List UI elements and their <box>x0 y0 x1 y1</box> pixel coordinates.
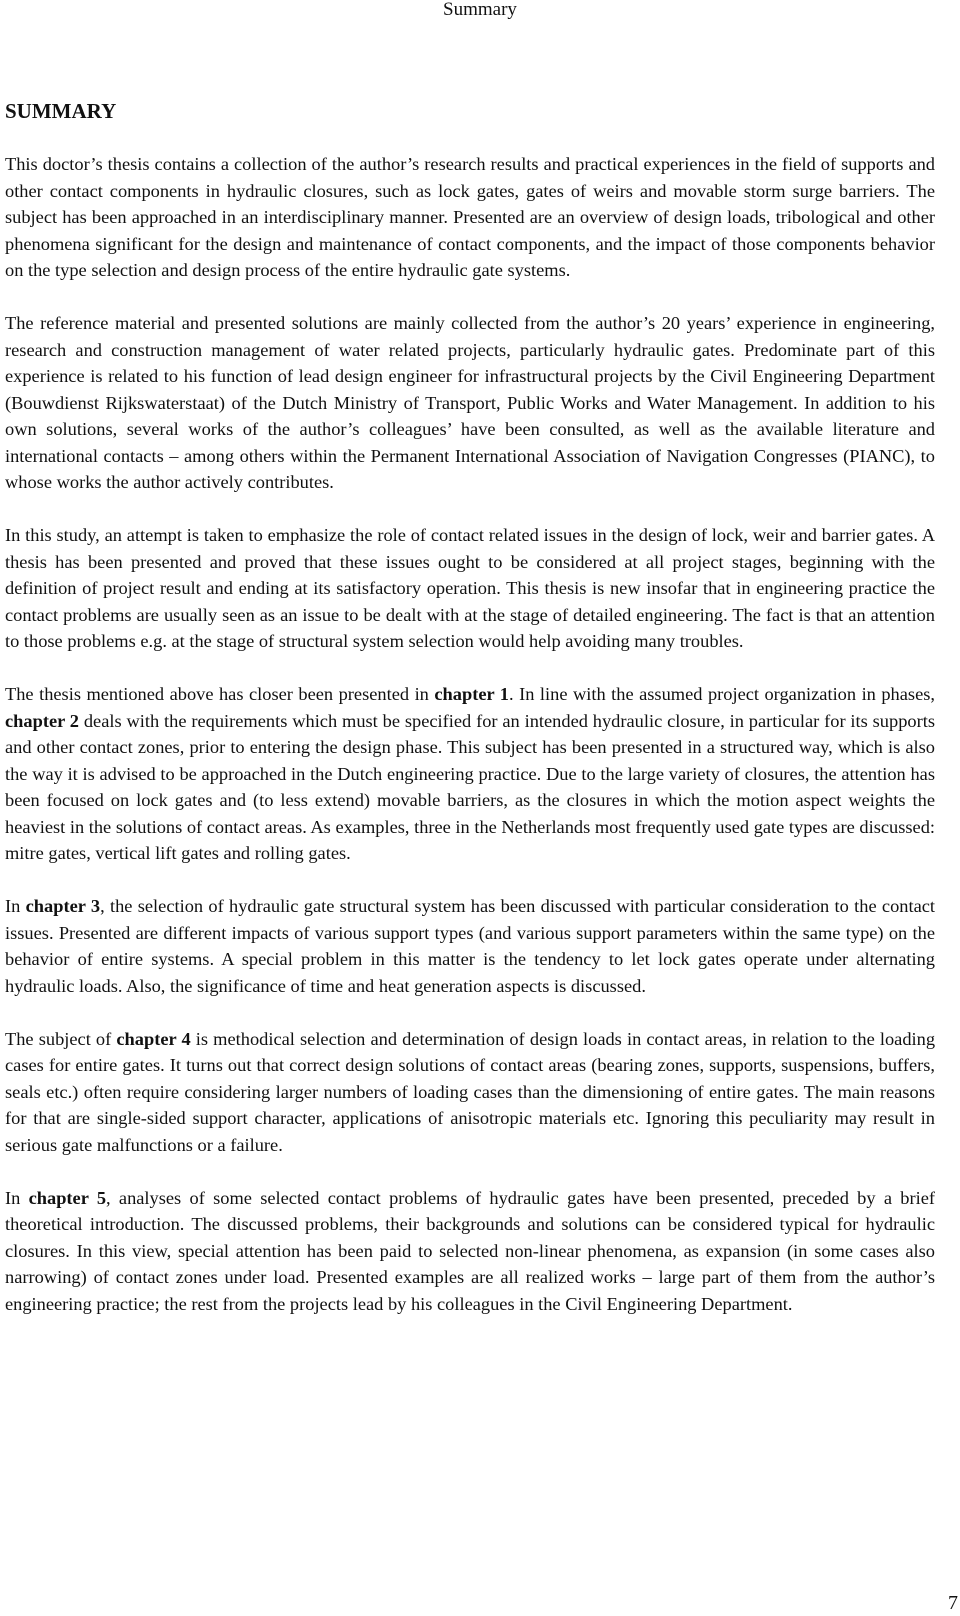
page-title: SUMMARY <box>5 99 117 123</box>
paragraph-4-text-c: deals with the requirements which must be specified for an intended hydraulic closure, in particular for its supports and other contact zones, prior to entering the design phase. This subject has been presented in a structured way, which is also the way it is advised to be approached in the Dutch engineering practice. Due to the large variety of closures, the attention has been focused on lock gates and (to less extend) movable barriers, as the closures in which the motion aspect weights the heaviest in the solutions of contact areas. As examples, three in the Netherlands most frequently used gate types are discussed: mitre gates, vertical lift gates and rolling gates. <box>5 710 935 863</box>
chapter-1-reference: chapter 1 <box>434 684 509 704</box>
paragraph-2-text: The reference material and presented solutions are mainly collected from the author’s 20 years’ experience in engineering, research and construction management of water related projects, particularly hydraulic gates. Predominate part of this experience is related to his function of lead design engineer for infrastructural projects by the Civil Engineering Department (Bouwdienst Rijkswaterstaat) of the Dutch Ministry of Transport, Public Works and Water Management. In addition to his own solutions, several works of the author’s colleagues’ have been consulted, as well as the available literature and international contacts – among others within the Permanent International Association of Navigation Congresses (PIANC), to whose works the author actively contributes. <box>5 313 935 492</box>
paragraph-6-text-a: The subject of <box>5 1028 117 1049</box>
paragraph-5-text-a: In <box>5 896 26 916</box>
chapter-5-reference: chapter 5 <box>28 1187 107 1208</box>
page-number: 7 <box>948 1592 958 1614</box>
paragraph-3 <box>5 522 935 655</box>
paragraph-1-text: This doctor’s thesis contains a collection of the author’s research results and practical experiences in the field of supports and other contact components in hydraulic closures, such as lock gates, gates of weirs and movable storm surge barriers. The subject has been approached in an interdisciplinary manner. Presented are an overview of design loads, tribological and other phenomena significant for the design and maintenance of contact components, and the impact of those components behavior on the type selection and design process of the entire hydraulic gate systems. <box>5 154 935 280</box>
paragraph-4-text-b: . In line with the assumed project organization in phases, <box>509 684 935 704</box>
paragraph-3-text: In this study, an attempt is taken to emphasize the role of contact related issues in the design of lock, weir and barrier gates. A thesis has been presented and proved that these issues ought to be considered at all project stages, beginning with the definition of project result and ending at its satisfactory operation. This thesis is new insofar that in engineering practice the contact problems are usually seen as an issue to be dealt with at the stage of detailed engineering. The fact is that an attention to those problems e.g. at the stage of structural system selection would help avoiding many troubles. <box>5 525 935 651</box>
running-header: Summary <box>443 0 517 20</box>
paragraph-5-text-b: , the selection of hydraulic gate structural system has been discussed with particular consideration to the contact issues. Presented are different impacts of various support types (and various support parameters within the same type) on the behavior of entire systems. A special problem in this matter is the tendency to let lock gates operate under alternating hydraulic loads. Also, the significance of time and heat generation aspects is discussed. <box>5 896 936 996</box>
paragraph-5 <box>5 893 935 999</box>
paragraph-6-text-b: is methodical selection and determination of design loads in contact areas, in relation to the loading cases for entire gates. It turns out that correct design solutions of contact areas (bearing zones, supports, suspensions, buffers, seals etc.) often require considering larger numbers of loading cases than the dimensioning of entire gates. The main reasons for that are single-sided support character, applications of anisotropic materials etc. Ignoring this peculiarity may result in serious gate malfunctions or a failure. <box>5 1028 936 1155</box>
paragraph-7 <box>5 1185 935 1318</box>
chapter-3-reference: chapter 3 <box>25 896 101 916</box>
paragraph-7-text-a: In <box>5 1187 29 1208</box>
summary-body <box>5 151 935 1344</box>
chapter-2-reference: chapter 2 <box>5 710 79 731</box>
paragraph-4 <box>5 681 935 867</box>
paragraph-6 <box>5 1026 935 1159</box>
paragraph-1 <box>5 151 935 284</box>
paragraph-7-text-b: , analyses of some selected contact problems of hydraulic gates have been presented, preceded by a brief theoretical introduction. The discussed problems, their backgrounds and solutions can be considered typical for hydraulic closures. In this view, special attention has been paid to selected non-linear phenomena, as expansion (in some cases also narrowing) of contact zones under load. Presented examples are all realized works – large part of them from the author’s engineering practice; the rest from the projects lead by his colleagues in the Civil Engineering Department. <box>5 1187 936 1314</box>
paragraph-4-text-a: The thesis mentioned above has closer been presented in <box>5 684 435 704</box>
chapter-4-reference: chapter 4 <box>116 1028 191 1049</box>
paragraph-2 <box>5 310 935 496</box>
